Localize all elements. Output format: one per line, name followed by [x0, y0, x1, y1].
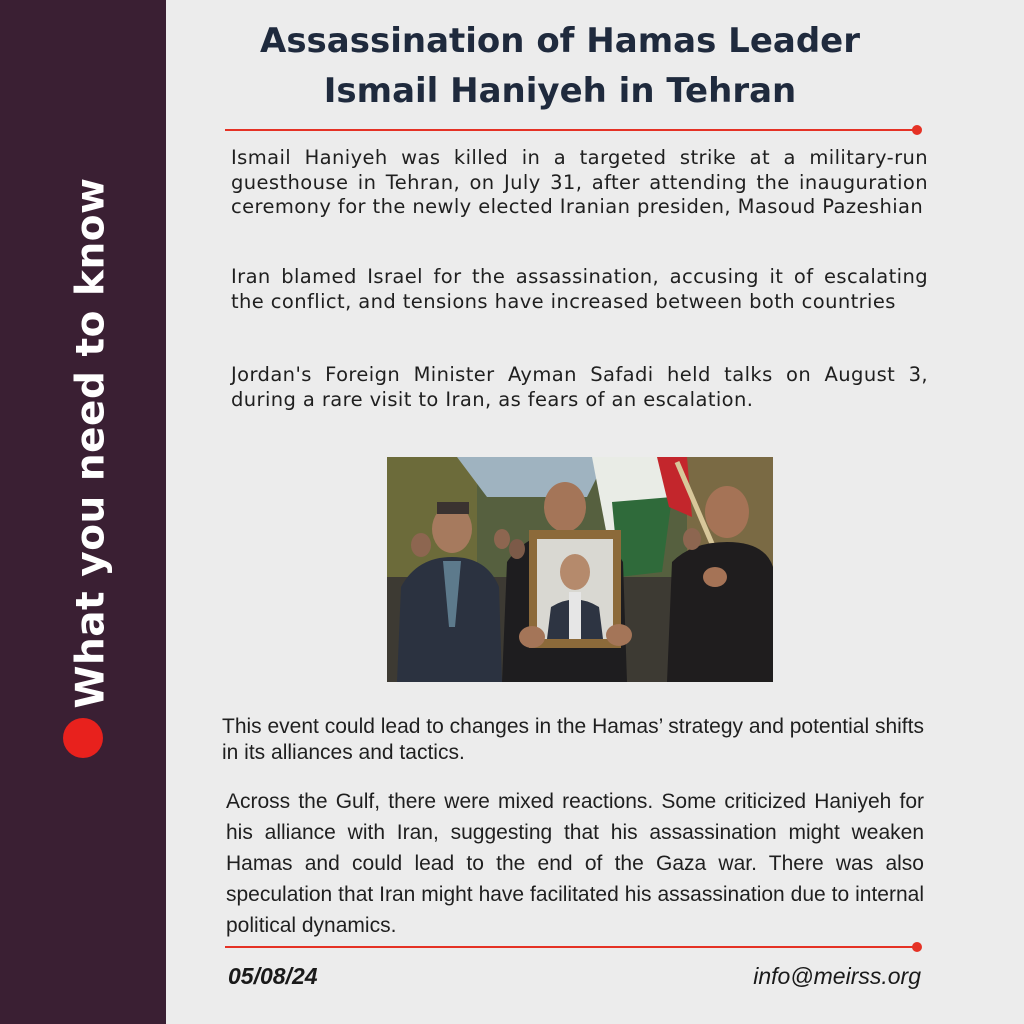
bottom-divider: [225, 946, 917, 948]
footer-date: 05/08/24: [228, 963, 318, 989]
paragraph-2: Iran blamed Israel for the assassination, accusing it of escalating the conflict, and tensions have increased between both countries: [231, 265, 928, 313]
sidebar: [0, 0, 166, 1024]
page-title: Assassination of Hamas Leader Ismail Haniyeh in Tehran: [260, 21, 860, 111]
news-photo: [387, 457, 773, 682]
footer-email[interactable]: info@meirss.org: [753, 963, 921, 989]
top-divider: [225, 129, 917, 131]
red-dot-icon: [63, 718, 103, 758]
paragraph-1: Ismail Haniyeh was killed in a targeted strike at a military-run guesthouse in Tehran, on July 31, after attending the inauguration ceremony for the newly elected Iranian presiden, Masoud Pazeshian: [231, 146, 928, 218]
paragraph-4: This event could lead to changes in the Hamas’ strategy and potential shifts in its alliances and tactics.: [222, 715, 924, 764]
paragraph-5: Across the Gulf, there were mixed reactions. Some criticized Haniyeh for his alliance with Iran, suggesting that his assassination might weaken Hamas and could lead to the end of the Gaza war. There was also speculation that Iran might have facilitated his assassination due to internal political dynamics.: [226, 790, 924, 937]
paragraph-3: Jordan's Foreign Minister Ayman Safadi held talks on August 3, during a rare visit to Iran, as fears of an escalation.: [231, 363, 928, 411]
sidebar-label: What you need to know: [68, 177, 114, 709]
